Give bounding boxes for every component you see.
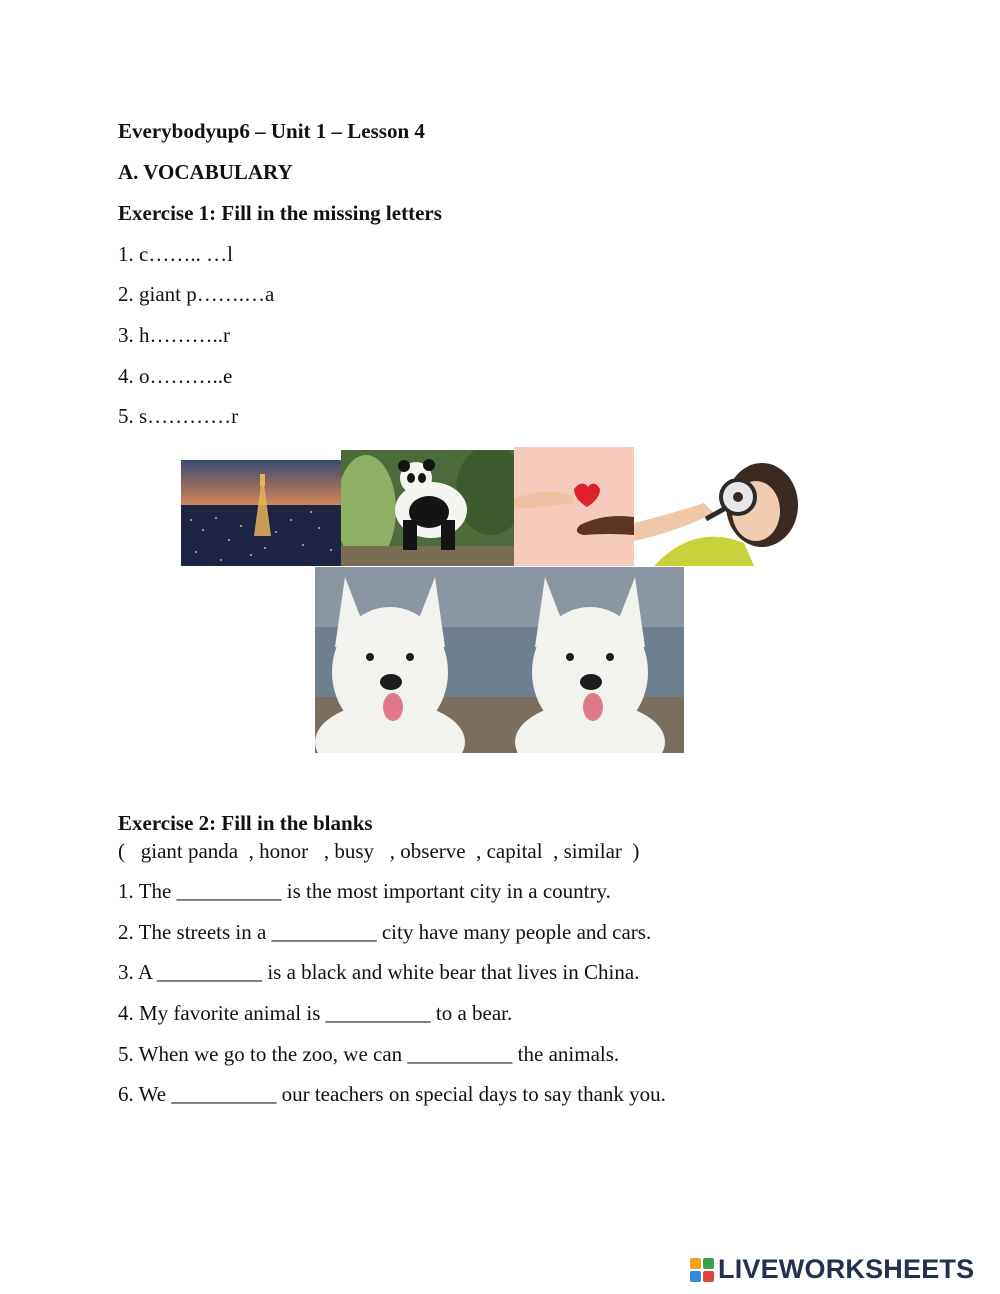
exercise2-item-4: 4. My favorite animal is __________ to a bear. <box>118 1001 513 1025</box>
exercise2-item-2: 2. The streets in a __________ city have many people and cars. <box>118 920 652 944</box>
exercise1-heading: Exercise 1: Fill in the missing letters <box>118 201 442 225</box>
exercise2-item-3: 3. A __________ is a black and white bear that lives in China. <box>118 960 640 984</box>
giant-panda-image <box>341 450 514 566</box>
exercise1-item-5: 5. s…………r <box>118 404 239 428</box>
heart-hands-image <box>514 447 634 566</box>
exercise1-item-2: 2. giant p…….…a <box>118 282 275 306</box>
exercise2-item-6: 6. We __________ our teachers on special days to say thank you. <box>118 1082 666 1106</box>
exercise1-item-1: 1. c…….. …l <box>118 242 233 266</box>
liveworksheets-logo-icon <box>690 1258 714 1282</box>
white-dogs-image <box>315 567 684 753</box>
document-title: Everybodyup6 – Unit 1 – Lesson 4 <box>118 119 425 143</box>
exercise2-item-1: 1. The __________ is the most important city in a country. <box>118 879 611 903</box>
exercise1-item-3: 3. h………..r <box>118 323 230 347</box>
city-skyline-image <box>181 460 341 566</box>
logo-text: LIVEWORKSHEETS <box>718 1254 975 1284</box>
exercise1-item-4: 4. o………..e <box>118 364 233 388</box>
exercise2-item-5: 5. When we go to the zoo, we can __________ the animals. <box>118 1042 620 1066</box>
magnifying-girl-image <box>634 453 810 566</box>
word-bank: ( giant panda , honor , busy , observe , capital , similar ) <box>118 839 640 863</box>
exercise2-heading: Exercise 2: Fill in the blanks <box>118 811 373 835</box>
section-heading: A. VOCABULARY <box>118 160 293 184</box>
liveworksheets-logo[interactable] <box>690 1254 974 1285</box>
